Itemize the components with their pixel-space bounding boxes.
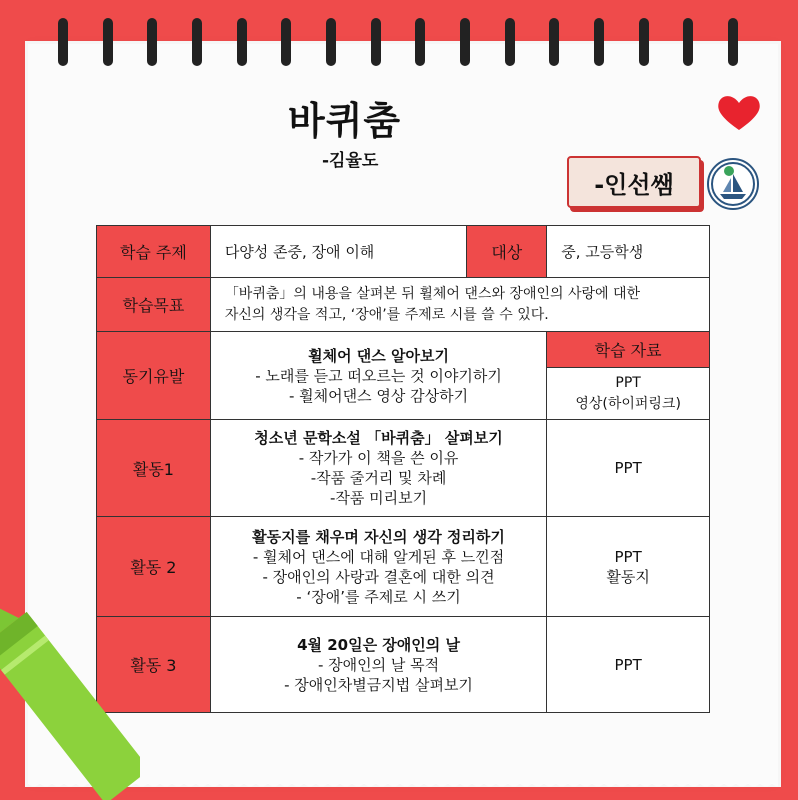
ring	[415, 18, 425, 66]
ring	[281, 18, 291, 66]
activity-title: 활동지를 채우며 자신의 생각 정리하기	[252, 527, 505, 546]
ring	[326, 18, 336, 66]
material-cell	[547, 368, 710, 420]
row-label: 활동 3	[97, 617, 211, 713]
activity-line: -작품 미리보기	[329, 489, 428, 507]
material-line: 영상(하이퍼링크)	[575, 395, 681, 412]
activity-cell	[210, 332, 546, 420]
activity-line: - 장애인의 사랑과 결혼에 대한 의견	[262, 567, 495, 586]
activity-line: - 장애인의 날 목적	[317, 655, 440, 674]
material-line: PPT	[614, 655, 642, 674]
ring	[683, 18, 693, 66]
ship-logo-icon	[707, 158, 759, 210]
ring	[237, 18, 247, 66]
activity-title: 휠체어 댄스 알아보기	[308, 346, 449, 365]
goal-line: 자신의 생각을 적고, ‘장애’를 주제로 시를 쓸 수 있다.	[224, 306, 549, 323]
activity-line: - 장애인차별금지법 살펴보기	[284, 675, 473, 694]
activity-line: - 작가가 이 책을 쓴 이유	[298, 449, 459, 467]
topic-label: 학습 주제	[97, 226, 211, 278]
row-label: 활동 2	[97, 517, 211, 617]
material-line: PPT	[614, 547, 642, 566]
activity-line: - 휠체어댄스 영상 감상하기	[288, 386, 469, 405]
ring	[192, 18, 202, 66]
ring	[639, 18, 649, 66]
ring	[371, 18, 381, 66]
ring	[728, 18, 738, 66]
ring	[460, 18, 470, 66]
material-cell	[547, 617, 710, 713]
materials-label: 학습 자료	[547, 332, 710, 368]
material-line: PPT	[615, 374, 641, 391]
row-label: 동기유발	[97, 332, 211, 420]
activity-line: - 노래를 듣고 떠오르는 것 이야기하기	[255, 366, 502, 385]
topic-value: 다양성 존중, 장애 이해	[210, 226, 467, 278]
activity-title: 청소년 문학소설 「바퀴춤」 살펴보기	[254, 429, 503, 447]
row-label: 활동1	[97, 420, 211, 517]
activity-line: - ‘장애’를 주제로 시 쓰기	[296, 587, 461, 606]
ring	[58, 18, 68, 66]
material-cell	[547, 517, 710, 617]
ring	[505, 18, 515, 66]
target-value: 중, 고등학생	[547, 226, 710, 278]
activity-line: -작품 줄거리 및 차례	[310, 469, 447, 487]
goal-line: 「바퀴춤」의 내용을 살펴본 뒤 휠체어 댄스와 장애인의 사랑에 대한	[224, 285, 641, 302]
activity-line: - 휠체어 댄스에 대해 알게된 후 느낀점	[252, 547, 505, 566]
crayon-icon	[0, 600, 140, 800]
teacher-sign: -인선쌤	[567, 156, 701, 208]
target-label: 대상	[467, 226, 547, 278]
lesson-plan-table	[96, 225, 710, 713]
material-line: PPT	[614, 459, 642, 477]
binder-rings	[58, 18, 738, 78]
activity-title: 4월 20일은 장애인의 날	[297, 635, 460, 654]
author-name: -김율도	[322, 151, 379, 171]
activity-cell	[210, 617, 546, 713]
activity-cell	[210, 420, 546, 517]
page-title: 바퀴춤	[288, 99, 402, 143]
material-cell	[547, 420, 710, 517]
ring	[549, 18, 559, 66]
heart-icon	[716, 92, 762, 132]
goal-label: 학습목표	[97, 278, 211, 332]
activity-cell	[210, 517, 546, 617]
ring	[147, 18, 157, 66]
material-line: 활동지	[606, 567, 650, 586]
goal-value	[210, 278, 709, 332]
ring	[594, 18, 604, 66]
ring	[103, 18, 113, 66]
